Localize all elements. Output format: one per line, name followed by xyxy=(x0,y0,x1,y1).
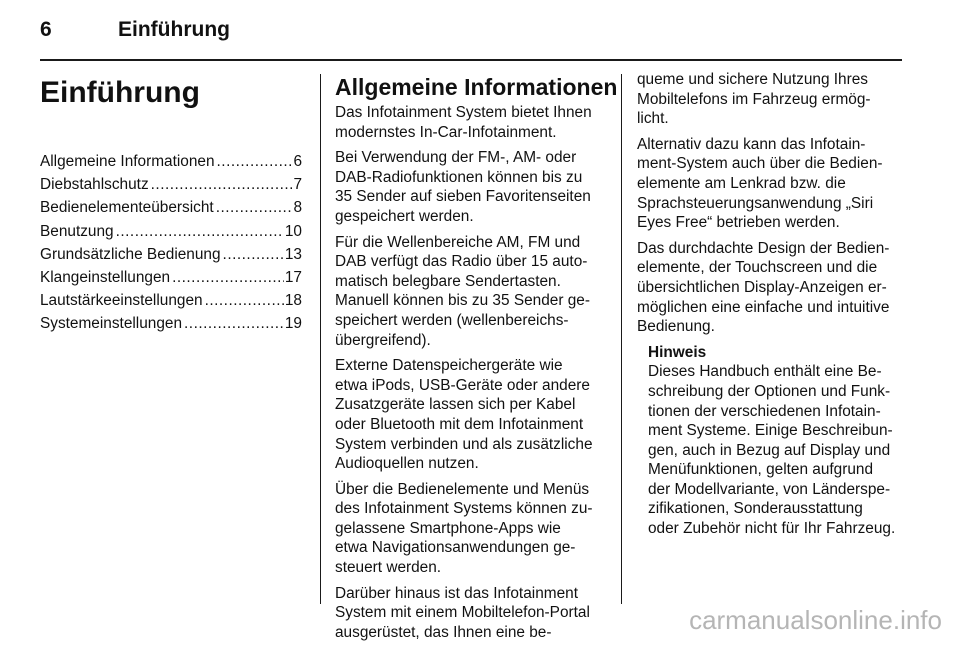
toc-entry[interactable] xyxy=(40,198,302,221)
text-line: Bei Verwendung der FM-, AM- oder xyxy=(335,149,577,167)
text-line: DAB verfügt das Radio über 15 auto- xyxy=(335,253,588,271)
text-line: Für die Wellenbereiche AM, FM und xyxy=(335,233,581,251)
text-line: möglichen eine einfache und intuitive xyxy=(637,298,890,316)
toc-entry[interactable] xyxy=(40,314,302,337)
text-line: Externe Datenspeichergeräte wie xyxy=(335,357,563,375)
body-paragraph xyxy=(637,70,907,129)
toc-leader-dots xyxy=(205,291,284,311)
toc-leader-dots xyxy=(217,152,293,172)
text-line: Manuell können bis zu 35 Sender ge- xyxy=(335,292,590,310)
note-text-line: schreibung der Optionen und Funk- xyxy=(648,382,891,400)
running-title: Einführung xyxy=(118,18,230,41)
toc-entry-page: 6 xyxy=(293,153,302,170)
text-line: gelassene Smartphone-Apps wie xyxy=(335,519,561,537)
text-line: Sprachsteuerungsanwendung „Siri xyxy=(637,194,874,212)
text-line: Bedienung. xyxy=(637,318,715,336)
text-line: Mobiltelefons im Fahrzeug ermög- xyxy=(637,90,871,108)
toc-entry-page: 7 xyxy=(293,176,302,194)
note-text-line: Menüfunktionen, gelten aufgrund xyxy=(648,461,874,479)
text-line: ausgerüstet, das Ihnen eine be- xyxy=(335,623,552,641)
toc-entry-page: 18 xyxy=(284,292,302,310)
note-text-line: oder Zubehör nicht für Ihr Fahrzeug. xyxy=(648,520,896,538)
toc-entry-label: Systemeinstellungen xyxy=(40,315,183,333)
toc-leader-dots xyxy=(151,175,293,195)
body-paragraph xyxy=(637,239,907,337)
column-divider-left xyxy=(320,74,321,604)
text-line: 35 Sender auf sieben Favoritenseiten xyxy=(335,188,591,206)
text-line: Über die Bedienelemente und Menüs xyxy=(335,480,590,498)
body-paragraph xyxy=(335,233,605,351)
note-box xyxy=(648,343,907,539)
text-line: queme und sichere Nutzung Ihres xyxy=(637,71,868,88)
column-middle xyxy=(335,70,618,648)
text-line: gespeichert werden. xyxy=(335,207,474,225)
column-right xyxy=(637,70,907,539)
toc-entry-label: Benutzung xyxy=(40,222,114,240)
text-line: etwa iPods, USB-Geräte oder andere xyxy=(335,376,590,394)
text-line: Das Infotainment System bietet Ihnen xyxy=(335,104,592,121)
toc-entry-page: 13 xyxy=(284,245,302,263)
text-line: Zusatzgeräte lassen sich per Kabel xyxy=(335,396,576,414)
page-number: 6 xyxy=(40,18,52,41)
toc-entry[interactable] xyxy=(40,152,302,175)
text-line: Alternativ dazu kann das Infotain- xyxy=(637,135,866,153)
toc-leader-dots xyxy=(172,268,284,288)
toc-entry-label: Allgemeine Informationen xyxy=(40,153,215,170)
text-line: System verbinden und als zusätzliche xyxy=(335,435,593,453)
toc-entry[interactable] xyxy=(40,268,302,291)
toc-leader-dots xyxy=(223,245,284,265)
text-line: des Infotainment Systems können zu- xyxy=(335,500,593,518)
toc-entry[interactable] xyxy=(40,175,302,198)
text-line: licht. xyxy=(637,110,669,128)
toc-entry-label: Klangeinstellungen xyxy=(40,268,171,286)
text-line: speichert werden (wellenbereichs- xyxy=(335,311,569,329)
text-line: Darüber hinaus ist das Infotainment xyxy=(335,584,578,602)
toc-leader-dots xyxy=(116,222,284,242)
toc-entry-page: 10 xyxy=(284,222,302,240)
toc-entry-page: 17 xyxy=(284,268,302,286)
note-text-line: tionen der verschiedenen Infotain- xyxy=(648,402,881,420)
toc-entry[interactable] xyxy=(40,291,302,314)
text-line: übergreifend). xyxy=(335,331,431,349)
text-line: ment-System auch über die Bedien- xyxy=(637,155,883,173)
toc-leader-dots xyxy=(184,314,284,334)
text-line: etwa Navigationsanwendungen ge- xyxy=(335,539,576,557)
column-toc xyxy=(40,70,302,338)
text-line: oder Bluetooth mit dem Infotainment xyxy=(335,415,584,433)
toc-entry-label: Grundsätzliche Bedienung xyxy=(40,245,221,263)
toc-entry-page: 19 xyxy=(284,315,302,333)
section-title: Allgemeine Informationen xyxy=(335,74,618,100)
column-divider-right xyxy=(621,74,622,604)
table-of-contents xyxy=(40,152,302,338)
note-text-line: zifikationen, Sonderausstattung xyxy=(648,500,863,518)
note-text-line: Dieses Handbuch enthält eine Be- xyxy=(648,363,882,381)
text-line: modernstes In-Car-Infotainment. xyxy=(335,123,557,141)
text-line: matisch belegbare Sendertasten. xyxy=(335,272,561,290)
body-paragraph xyxy=(637,135,907,233)
note-title: Hinweis xyxy=(648,343,707,361)
text-line: übersichtlichen Display-Anzeigen er- xyxy=(637,278,887,296)
text-line: steuert werden. xyxy=(335,559,442,577)
text-line: System mit einem Mobiltelefon-Portal xyxy=(335,604,590,622)
toc-entry-page: 8 xyxy=(293,199,302,217)
header-rule xyxy=(40,59,902,61)
text-line: Das durchdachte Design der Bedien- xyxy=(637,239,890,257)
toc-entry[interactable] xyxy=(40,222,302,245)
text-line: Audioquellen nutzen. xyxy=(335,455,479,473)
body-paragraph xyxy=(335,148,605,226)
text-line: elemente am Lenkrad bzw. die xyxy=(637,174,846,192)
text-line: elemente, der Touchscreen und die xyxy=(637,259,878,277)
toc-entry[interactable] xyxy=(40,245,302,268)
text-line: Eyes Free“ betrieben werden. xyxy=(637,214,840,232)
toc-entry-label: Diebstahlschutz xyxy=(40,176,149,194)
chapter-title: Einführung xyxy=(40,76,200,109)
note-text-line: der Modellvariante, von Länderspe- xyxy=(648,480,891,498)
toc-entry-label: Lautstärkeeinstellungen xyxy=(40,292,203,310)
text-line: DAB-Radiofunktionen können bis zu xyxy=(335,168,583,186)
toc-leader-dots xyxy=(216,198,293,218)
note-text-line: gen, auch in Bezug auf Display und xyxy=(648,441,891,459)
toc-entry-label: Bedienelementeübersicht xyxy=(40,199,214,217)
body-paragraph xyxy=(335,356,605,474)
body-paragraph xyxy=(335,103,605,142)
body-paragraph xyxy=(335,584,605,643)
body-paragraph xyxy=(335,480,605,578)
note-text-line: ment Systeme. Einige Beschreibun- xyxy=(648,422,893,440)
watermark: carmanualsonline.info xyxy=(689,605,942,635)
